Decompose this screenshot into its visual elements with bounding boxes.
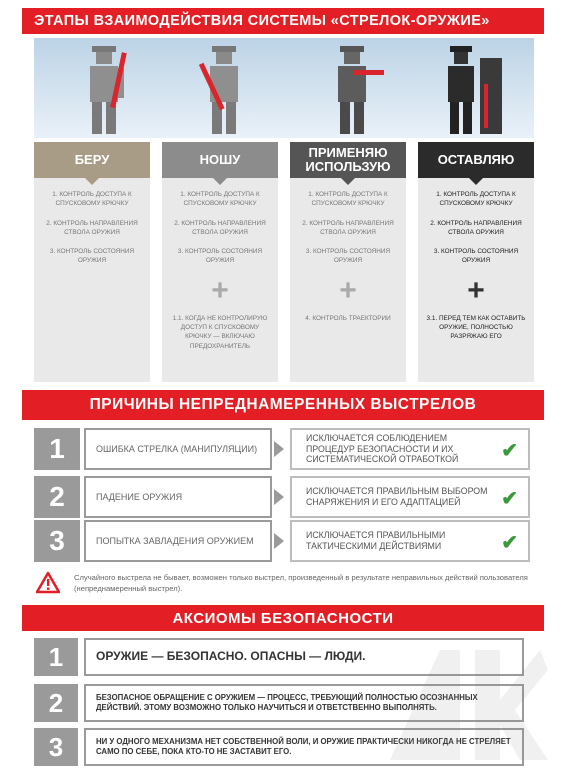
stage-item: 2. КОНТРОЛЬ НАПРАВЛЕНИЯ СТВОЛА ОРУЖИЯ bbox=[174, 219, 266, 236]
reason-solution-text: ИСКЛЮЧАЕТСЯ ПРАВИЛЬНЫМИ ТАКТИЧЕСКИМИ ДЕЙСТВИЯМИ bbox=[306, 530, 446, 551]
axiom-text: БЕЗОПАСНОЕ ОБРАЩЕНИЕ С ОРУЖИЕМ — ПРОЦЕСС, ТРЕБУЮЩИЙ ПОЛНОСТЬЮ ОСОЗНАННЫХ ДЕЙСТВИЙ. ЭТОМУ ВОЗМОЖНО ТОЛЬКО НАУЧИТЬСЯ И ОТВЕТСТВЕННО ВЫПОЛНЯТЬ. bbox=[84, 684, 524, 722]
reason-solution bbox=[290, 428, 530, 470]
shooter-take-figure bbox=[74, 44, 134, 136]
axioms-heading: АКСИОМЫ БЕЗОПАСНОСТИ bbox=[22, 605, 544, 631]
stage-header: ПРИМЕНЯЮ ИСПОЛЬЗУЮ bbox=[290, 142, 406, 178]
plus-icon: + bbox=[467, 273, 485, 307]
stage-column-take bbox=[34, 142, 150, 382]
shooter-aim-figure bbox=[324, 44, 384, 136]
stage-header: НОШУ bbox=[162, 142, 278, 178]
checkmark-icon: ✔ bbox=[501, 532, 518, 554]
stage-item: 1. КОНТРОЛЬ ДОСТУПА К СПУСКОВОМУ КРЮЧКУ bbox=[180, 191, 260, 208]
warning-note: Случайного выстрела не бывает, возможен только выстрел, произведенный в результате неправильных действий пользователя (непреднамеренный выстрел). bbox=[74, 573, 528, 593]
reason-row bbox=[34, 476, 530, 518]
reason-solution bbox=[290, 520, 530, 562]
stage-column-leave bbox=[418, 142, 534, 382]
stage-item: 3. КОНТРОЛЬ СОСТОЯНИЯ ОРУЖИЯ bbox=[177, 248, 263, 265]
axiom-number: 3 bbox=[34, 728, 78, 766]
reason-row bbox=[34, 428, 530, 470]
axiom-text: ОРУЖИЕ — БЕЗОПАСНО. ОПАСНЫ — ЛЮДИ. bbox=[84, 638, 524, 676]
plus-icon: + bbox=[211, 273, 229, 307]
arrow-right-icon bbox=[274, 441, 284, 457]
checkmark-icon: ✔ bbox=[501, 488, 518, 510]
stage-item: 1. КОНТРОЛЬ ДОСТУПА К СПУСКОВОМУ КРЮЧКУ bbox=[308, 191, 388, 208]
stage-item: 1. КОНТРОЛЬ ДОСТУПА К СПУСКОВОМУ КРЮЧКУ bbox=[52, 191, 132, 208]
plus-icon: + bbox=[339, 273, 357, 307]
infographic-title: ЭТАПЫ ВЗАИМОДЕЙСТВИЯ СИСТЕМЫ «СТРЕЛОК-ОРУЖИЕ» bbox=[22, 8, 544, 34]
axiom-number: 1 bbox=[34, 638, 78, 676]
stage-column-carry bbox=[162, 142, 278, 382]
stage-item: 1. КОНТРОЛЬ ДОСТУПА К СПУСКОВОМУ КРЮЧКУ bbox=[436, 191, 516, 208]
reason-row bbox=[34, 520, 530, 562]
stage-item: 3. КОНТРОЛЬ СОСТОЯНИЯ ОРУЖИЯ bbox=[49, 248, 135, 265]
reason-cause: ПОПЫТКА ЗАВЛАДЕНИЯ ОРУЖИЕМ bbox=[84, 520, 272, 562]
stage-header: БЕРУ bbox=[34, 142, 150, 178]
hero-illustration bbox=[34, 38, 534, 138]
reason-number: 2 bbox=[34, 476, 80, 518]
stage-column-use bbox=[290, 142, 406, 382]
stage-extra: 3.1. ПЕРЕД ТЕМ КАК ОСТАВИТЬ ОРУЖИЕ, ПОЛНОСТЬЮ РАЗРЯЖАЮ ЕГО bbox=[426, 314, 526, 341]
stage-item: 2. КОНТРОЛЬ НАПРАВЛЕНИЯ СТВОЛА ОРУЖИЯ bbox=[302, 219, 394, 236]
watermark-logo-icon bbox=[380, 630, 550, 768]
shooter-carry-figure bbox=[194, 44, 254, 136]
reason-cause: ОШИБКА СТРЕЛКА (МАНИПУЛЯЦИИ) bbox=[84, 428, 272, 470]
arrow-right-icon bbox=[274, 489, 284, 505]
stage-item: 2. КОНТРОЛЬ НАПРАВЛЕНИЯ СТВОЛА ОРУЖИЯ bbox=[46, 219, 138, 236]
reason-solution bbox=[290, 476, 530, 518]
warning-icon bbox=[36, 571, 60, 595]
stage-header: ОСТАВЛЯЮ bbox=[418, 142, 534, 178]
reason-number: 3 bbox=[34, 520, 80, 562]
axiom-text: НИ У ОДНОГО МЕХАНИЗМА НЕТ СОБСТВЕННОЙ ВОЛИ, И ОРУЖИЕ ПРАКТИЧЕСКИ НИКОГДА НЕ СТРЕЛЯЕТ САМО ПО СЕБЕ, ПОКА КТО-ТО НЕ ЗАСТАВИТ ЕГО. bbox=[84, 728, 524, 766]
stage-extra: 4. КОНТРОЛЬ ТРАЕКТОРИИ bbox=[305, 314, 391, 322]
axiom-number: 2 bbox=[34, 684, 78, 722]
checkmark-icon: ✔ bbox=[501, 440, 518, 462]
reason-solution-text: ИСКЛЮЧАЕТСЯ СОБЛЮДЕНИЕМ ПРОЦЕДУР БЕЗОПАСНОСТИ И ИХ СИСТЕМАТИЧЕСКОЙ ОТРАБОТКОЙ bbox=[306, 433, 459, 465]
reason-number: 1 bbox=[34, 428, 80, 470]
stage-item: 3. КОНТРОЛЬ СОСТОЯНИЯ ОРУЖИЯ bbox=[433, 248, 519, 265]
reason-solution-text: ИСКЛЮЧАЕТСЯ ПРАВИЛЬНЫМ ВЫБОРОМ СНАРЯЖЕНИЯ И ЕГО АДАПТАЦИЕЙ bbox=[306, 486, 488, 507]
arrow-right-icon bbox=[274, 533, 284, 549]
stage-extra: 1.1. КОГДА НЕ КОНТРОЛИРУЮ ДОСТУП К СПУСКОВОМУ КРЮЧКУ — ВКЛЮЧАЮ ПРЕДОХРАНИТЕЛЬ bbox=[172, 314, 268, 350]
stage-item: 2. КОНТРОЛЬ НАПРАВЛЕНИЯ СТВОЛА ОРУЖИЯ bbox=[430, 219, 522, 236]
reason-cause: ПАДЕНИЕ ОРУЖИЯ bbox=[84, 476, 272, 518]
shooter-leave-figure bbox=[444, 44, 504, 136]
stage-item: 3. КОНТРОЛЬ СОСТОЯНИЯ ОРУЖИЯ bbox=[305, 248, 391, 265]
reasons-heading: ПРИЧИНЫ НЕПРЕДНАМЕРЕННЫХ ВЫСТРЕЛОВ bbox=[22, 390, 544, 420]
